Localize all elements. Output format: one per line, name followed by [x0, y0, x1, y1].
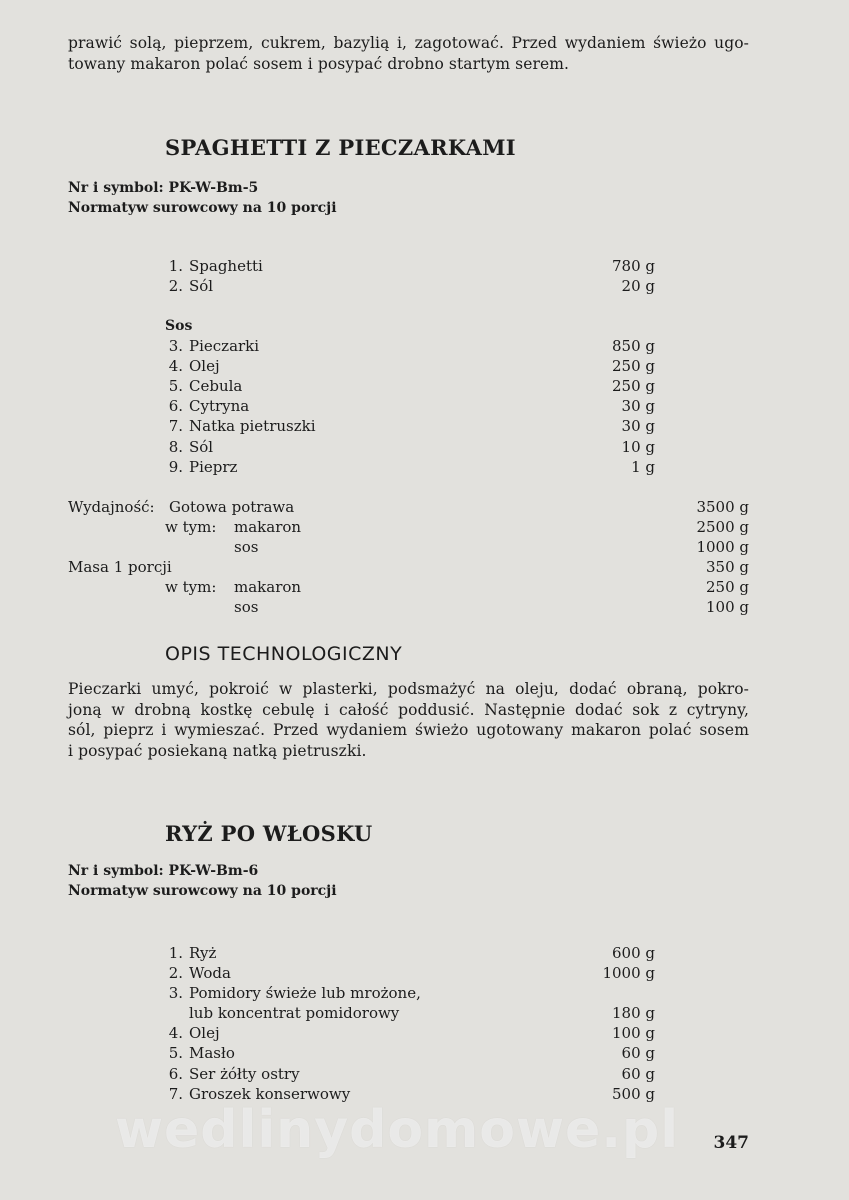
ingredient-number: 2. — [168, 277, 183, 296]
ingredient-number: 3. — [168, 984, 183, 1003]
ingredient-name: Ser żółty ostry — [189, 1064, 300, 1083]
ingredient-qty: 1000 g — [602, 964, 655, 983]
ingredient-name: Pomidory świeże lub mrożone, — [189, 984, 421, 1003]
ingredient-qty: 20 g — [621, 277, 655, 296]
yield-row — [68, 597, 749, 617]
ingredient-name: Ryż — [189, 944, 217, 962]
ingredient-row — [165, 983, 655, 1003]
yield-row — [68, 537, 749, 557]
ingredient-name: Masło — [189, 1044, 235, 1063]
recipe1-symbol: Nr i symbol: PK-W-Bm-5 — [68, 180, 259, 196]
ingredient-row — [165, 276, 655, 296]
portion-sos-label: sos — [234, 598, 259, 617]
ingredient-name: Pieczarki — [189, 337, 260, 356]
ingredient-qty: 600 g — [611, 944, 655, 962]
ingredient-row — [165, 416, 655, 436]
ingredient-name: Groszek konserwowy — [189, 1084, 351, 1103]
portion-wtym: w tym: — [165, 578, 217, 597]
ingredient-row — [165, 256, 655, 276]
ingredient-number: 5. — [168, 1044, 183, 1063]
yield-row — [68, 497, 749, 517]
ingredient-name: Natka pietruszki — [189, 417, 316, 436]
recipe1-meta — [68, 178, 337, 218]
ingredient-row — [165, 1003, 655, 1023]
recipe1-norm: Normatyw surowcowy na 10 porcji — [68, 200, 337, 216]
ingredient-qty: 30 g — [621, 417, 655, 436]
ingredient-row — [165, 396, 655, 416]
yield-row — [68, 557, 749, 577]
ingredient-number: 6. — [168, 1064, 183, 1083]
recipe1-yield — [68, 497, 749, 618]
intro-line: prawić solą, pieprzem, cukrem, bazylią i, zagotować. Przed wydaniem świeżo ugo- — [68, 34, 749, 52]
yield-row — [68, 517, 749, 537]
desc-line: joną w drobną kostkę cebulę i całość poddusić. Następnie dodać sok z cytryny, — [68, 700, 749, 719]
portion-makaron-label: makaron — [234, 578, 302, 597]
ingredient-row — [165, 336, 655, 356]
page-number: 347 — [713, 1133, 749, 1153]
recipe1-ingredients — [165, 256, 655, 296]
ingredient-row — [165, 1064, 655, 1084]
yield-label: Wydajność: — [68, 498, 155, 516]
ingredient-qty: 1 g — [631, 457, 655, 476]
ingredient-qty: 30 g — [621, 397, 655, 416]
ingredient-number: 6. — [168, 397, 183, 416]
recipe2-norm: Normatyw surowcowy na 10 porcji — [68, 883, 337, 899]
yield-total-value: 3500 g — [696, 498, 749, 516]
yield-makaron-value: 2500 g — [696, 518, 749, 537]
ingredient-name: Olej — [189, 357, 220, 376]
ingredient-name: Sól — [189, 437, 214, 456]
watermark: wedlinydomowe.pl — [115, 1100, 680, 1160]
recipe1-description — [68, 679, 749, 761]
ingredient-qty: 180 g — [611, 1004, 655, 1023]
ingredient-qty: 60 g — [621, 1044, 655, 1063]
ingredient-qty: 250 g — [611, 377, 655, 396]
ingredient-number: 8. — [168, 437, 183, 456]
ingredient-number: 2. — [168, 964, 183, 983]
desc-line: sól, pieprz i wymieszać. Przed wydaniem świeżo ugotowany makaron polać sosem — [68, 721, 749, 739]
yield-row — [68, 577, 749, 597]
ingredient-row — [165, 437, 655, 457]
portion-sos-value: 100 g — [705, 598, 749, 617]
ingredient-name: Olej — [189, 1024, 220, 1043]
ingredient-number: 4. — [168, 1024, 183, 1043]
recipe2-title: RYŻ PO WŁOSKU — [165, 821, 373, 846]
recipe1-title: SPAGHETTI Z PIECZARKAMI — [165, 135, 516, 160]
ingredient-row — [165, 963, 655, 983]
ingredient-number: 1. — [168, 944, 183, 962]
ingredient-name: Pieprz — [189, 457, 238, 476]
ingredient-row — [165, 376, 655, 396]
ingredient-number: 1. — [168, 257, 183, 275]
ingredient-qty: 850 g — [611, 337, 655, 356]
ingredient-number: 5. — [168, 377, 183, 396]
recipe1-sauce — [165, 316, 655, 477]
sauce-subheading — [165, 316, 655, 336]
portion-makaron-value: 250 g — [705, 578, 749, 597]
recipe2-ingredients — [165, 943, 655, 1104]
ingredient-qty: 250 g — [611, 357, 655, 376]
ingredient-number: 9. — [168, 457, 183, 476]
ingredient-row — [165, 943, 655, 963]
recipe1-desc-title: OPIS TECHNOLOGICZNY — [165, 643, 403, 665]
yield-sos-value: 1000 g — [696, 538, 749, 557]
ingredient-qty: 780 g — [611, 257, 655, 275]
yield-wtym: w tym: — [165, 518, 217, 537]
ingredient-name: Woda — [189, 964, 231, 983]
ingredient-number: 4. — [168, 357, 183, 376]
ingredient-number: 3. — [168, 337, 183, 356]
recipe2-meta — [68, 861, 337, 901]
intro-line: towany makaron polać sosem i posypać drobno startym serem. — [68, 54, 570, 73]
ingredient-row — [165, 356, 655, 376]
yield-total-label: Gotowa potrawa — [169, 498, 295, 516]
ingredient-qty: 100 g — [611, 1024, 655, 1043]
ingredient-row — [165, 457, 655, 477]
ingredient-qty: 60 g — [621, 1064, 655, 1083]
portion-value: 350 g — [705, 558, 749, 577]
portion-label: Masa 1 porcji — [68, 558, 172, 577]
ingredient-name: lub koncentrat pomidorowy — [189, 1004, 400, 1023]
ingredient-name: Sól — [189, 277, 214, 296]
ingredient-name: Cebula — [189, 377, 243, 396]
sauce-label: Sos — [165, 318, 193, 334]
ingredient-name: Spaghetti — [189, 257, 263, 275]
ingredient-number: 7. — [168, 417, 183, 436]
ingredient-name: Cytryna — [189, 397, 250, 416]
recipe2-symbol: Nr i symbol: PK-W-Bm-6 — [68, 863, 259, 879]
yield-sos-label: sos — [234, 538, 259, 557]
intro-paragraph — [68, 33, 749, 74]
yield-makaron-label: makaron — [234, 518, 302, 537]
desc-line: i posypać posiekaną natką pietruszki. — [68, 741, 367, 760]
ingredient-qty: 10 g — [621, 437, 655, 456]
ingredient-number: 7. — [168, 1084, 183, 1103]
ingredient-qty: 500 g — [611, 1084, 655, 1103]
desc-line: Pieczarki umyć, pokroić w plasterki, podsmażyć na oleju, dodać obraną, pokro- — [68, 680, 749, 698]
ingredient-row — [165, 1023, 655, 1043]
ingredient-row — [165, 1043, 655, 1063]
